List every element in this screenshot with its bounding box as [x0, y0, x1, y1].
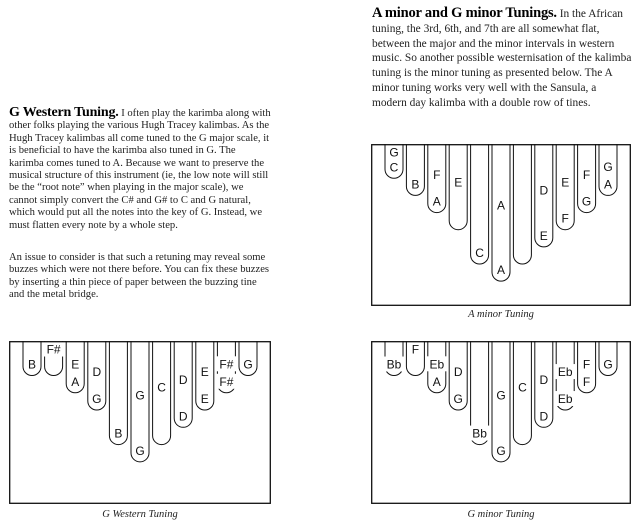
minor-tunings-paragraph — [372, 6, 632, 111]
note-label-bottom: E — [200, 392, 209, 407]
tine — [492, 341, 510, 462]
note-label-bottom: C — [475, 246, 484, 260]
tine — [556, 144, 574, 230]
tine — [88, 341, 106, 410]
minor-tunings-heading: A minor and G minor Tunings. — [372, 5, 557, 21]
note-label-bottom: E — [539, 228, 548, 243]
tine — [599, 341, 617, 376]
note-label-bottom: B — [411, 177, 420, 192]
a-minor-caption: A minor Tuning — [468, 309, 534, 320]
note-label-top: C — [518, 380, 527, 395]
note-label-top: G — [496, 388, 506, 403]
note-label-top: Eb — [429, 357, 445, 372]
g-western-kalimba-svg — [9, 341, 271, 504]
note-label-bottom: G — [135, 443, 145, 458]
tine — [449, 144, 467, 230]
a-minor-tuning-diagram — [371, 144, 631, 306]
note-label-bottom: F — [561, 211, 569, 226]
note-label-bottom: F — [582, 374, 591, 389]
note-label-top: F# — [46, 342, 61, 357]
note-label-bottom: Bb — [472, 426, 487, 441]
g-minor-tuning-diagram — [371, 341, 631, 504]
note-label-bottom: A — [71, 374, 80, 389]
buzz-paragraph — [9, 252, 271, 302]
note-label-bottom: G — [453, 392, 463, 407]
note-label-top: Eb — [557, 365, 573, 380]
note-label-bottom: D — [539, 409, 549, 424]
note-label-bottom: G — [496, 443, 506, 458]
tine — [471, 144, 489, 264]
note-label-top: F — [582, 167, 591, 182]
note-label-bottom: C — [389, 160, 399, 175]
note-label-top: F — [411, 342, 420, 357]
tine — [513, 341, 531, 445]
tine — [23, 341, 41, 376]
note-label-top: E — [71, 357, 80, 372]
note-label-bottom: A — [603, 177, 613, 192]
tine — [513, 144, 531, 264]
tine — [239, 341, 257, 376]
tine — [406, 144, 424, 195]
tine — [470, 341, 490, 445]
g-western-tuning-diagram — [9, 341, 271, 504]
note-label-bottom: A — [496, 263, 506, 278]
note-label-top: D — [178, 372, 188, 387]
note-label-top: E — [454, 175, 463, 190]
tine — [109, 341, 127, 445]
note-label-top: C — [157, 380, 166, 395]
tine — [535, 341, 553, 427]
g-minor-caption: G minor Tuning — [467, 509, 535, 520]
note-label-top: F# — [219, 357, 234, 372]
g-western-tuning-paragraph — [9, 107, 271, 232]
tine — [385, 144, 403, 178]
note-label-top: F — [433, 167, 441, 182]
tine — [599, 144, 617, 195]
note-label-top: D — [539, 372, 549, 387]
g-minor-kalimba-svg — [371, 341, 631, 504]
tine — [449, 341, 467, 410]
note-label-bottom: G — [243, 357, 253, 372]
tine — [492, 144, 510, 281]
note-label-bottom: Bb — [386, 357, 402, 372]
a-minor-kalimba-svg — [371, 144, 631, 306]
tine — [535, 144, 553, 247]
note-label-bottom: F# — [219, 374, 234, 389]
note-label-bottom: B — [27, 357, 37, 372]
note-label-bottom: G — [603, 357, 613, 372]
note-label-top: D — [453, 365, 463, 380]
tine — [384, 341, 404, 376]
note-label-top: G — [603, 160, 613, 175]
buzz-body: An issue to consider is that such a retuning may reveal some buzzes which were not there before. You can fix these buzzes by inserting a thin piece of paper between the buzzing tine and the metal bridge. — [9, 252, 270, 301]
tine — [578, 341, 596, 393]
note-label-top: D — [92, 365, 102, 380]
g-western-caption: G Western Tuning — [102, 509, 178, 520]
tine — [406, 341, 424, 376]
note-label-top: A — [496, 198, 506, 213]
note-label-bottom: B — [114, 426, 123, 441]
note-label-top: D — [539, 183, 549, 198]
tine — [216, 341, 236, 393]
tine — [427, 341, 447, 393]
tine — [578, 144, 596, 213]
note-label-bottom: Eb — [557, 392, 573, 407]
g-western-heading: G Western Tuning. — [9, 105, 119, 120]
note-label-top: G — [135, 388, 145, 403]
note-label-top: E — [561, 175, 570, 190]
note-label-bottom: A — [432, 194, 441, 209]
note-label-top: E — [200, 365, 209, 380]
note-label-bottom: G — [581, 194, 592, 209]
tine — [555, 341, 575, 410]
note-label-top: G — [389, 145, 399, 160]
note-label-bottom: D — [178, 409, 188, 424]
tine — [131, 341, 149, 462]
g-western-body: I often play the karimba along with other folks playing the various Hugh Tracey kalimbas. As the Hugh Tracey kalimbas all come tuned to the G major scale, it is beneficial to have the karimba also tuned in G. The karimba comes tuned to A. Because we want to preserve the musical structure of this instrument (ie, the low note will still be the “root note” when playing in the major scale), we cannot simply convert the C# and G# to C and G natural, which would put all the notes into the key of G. Instead, we must flatten every note by a whole step. — [9, 108, 271, 231]
tine — [153, 341, 171, 445]
tine — [66, 341, 84, 393]
tine — [428, 144, 446, 213]
note-label-bottom: A — [432, 374, 441, 389]
tine — [196, 341, 214, 410]
note-label-bottom: G — [92, 392, 102, 407]
tine — [44, 341, 64, 376]
tine — [174, 341, 192, 427]
note-label-top: F — [582, 357, 591, 372]
tine-shape — [513, 144, 531, 264]
minor-tunings-body: In the African tuning, the 3rd, 6th, and 7th are all somewhat flat, between the major and the minor intervals in western music. So another possible westernisation of the kalimba tuning is the minor tuning as presented below. The A minor tuning works very well with the Sansula, a modern day kalimba with a double row of tines. — [372, 8, 632, 109]
